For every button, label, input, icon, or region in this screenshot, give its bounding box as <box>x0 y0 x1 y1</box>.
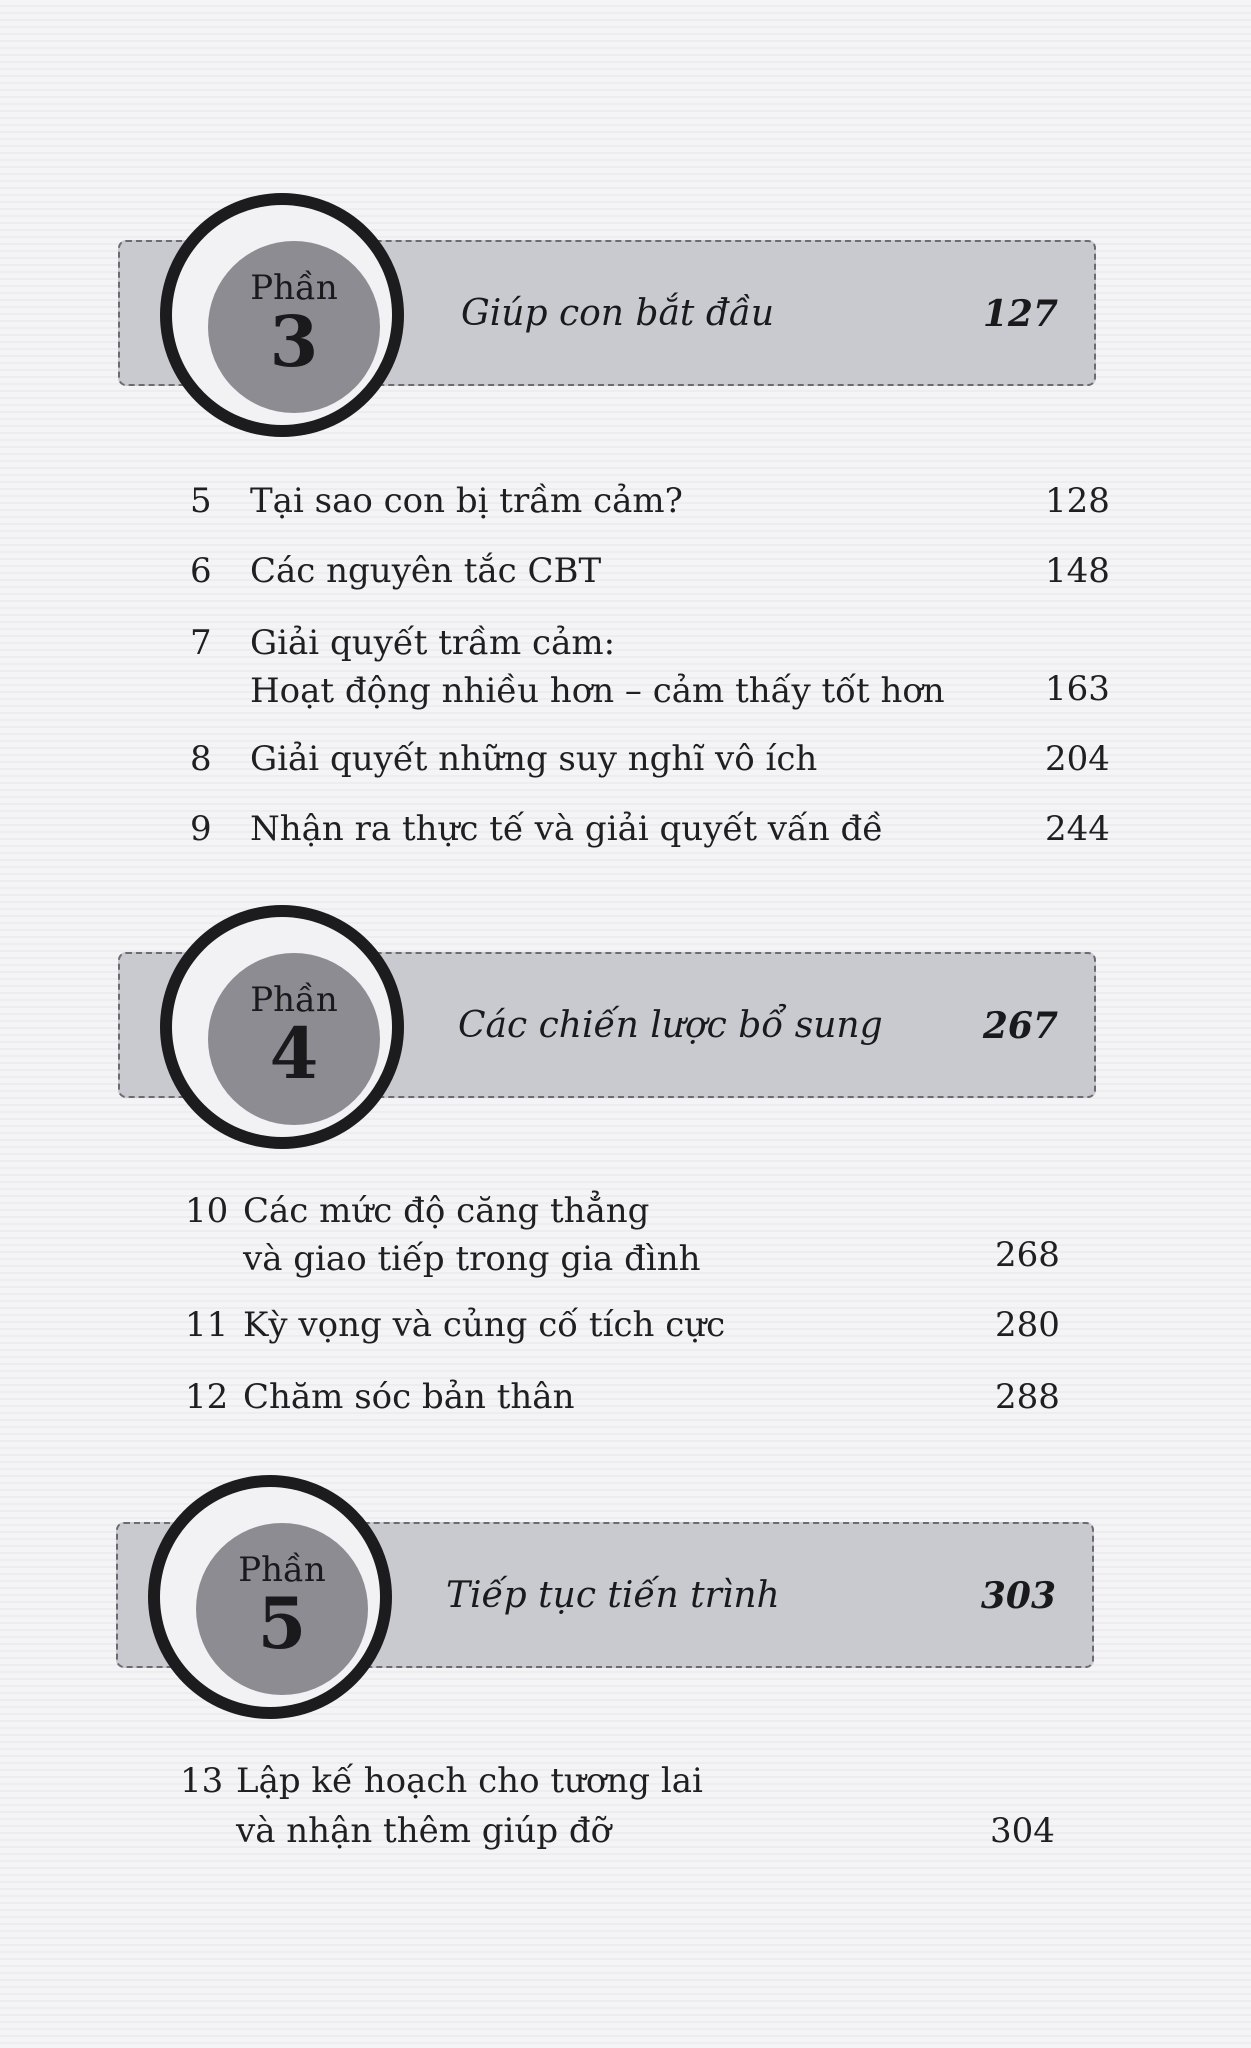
chapter-number: 10 <box>185 1191 229 1231</box>
part-page-number: 303 <box>980 1575 1056 1617</box>
chapter-title-line-1: Lập kế hoạch cho tương lai <box>236 1761 703 1801</box>
part-5-header <box>116 1465 1096 1725</box>
chapter-page: 148 <box>1045 551 1110 591</box>
chapter-title: Kỳ vọng và củng cố tích cực <box>243 1305 726 1345</box>
part-label: Phần <box>250 980 338 1020</box>
part-title: Tiếp tục tiến trình <box>446 1575 780 1616</box>
part-number: 5 <box>257 1582 307 1665</box>
part-number: 4 <box>269 1012 319 1095</box>
part-page-number: 267 <box>982 1005 1058 1047</box>
chapter-title-line-2: và nhận thêm giúp đỡ <box>236 1811 612 1851</box>
part-badge-ring <box>160 905 404 1149</box>
part-title: Giúp con bắt đầu <box>461 293 775 334</box>
chapter-number: 13 <box>180 1761 224 1801</box>
chapter-number: 11 <box>185 1305 229 1345</box>
chapter-number: 5 <box>190 481 212 521</box>
part-badge <box>196 1523 368 1695</box>
chapter-number: 8 <box>190 739 212 779</box>
part-badge-ring <box>148 1475 392 1719</box>
chapter-page: 288 <box>995 1377 1060 1417</box>
chapter-number: 6 <box>190 551 212 591</box>
part-badge <box>208 241 380 413</box>
part-label: Phần <box>250 268 338 308</box>
chapter-page: 304 <box>990 1811 1055 1851</box>
chapter-number: 12 <box>185 1377 229 1417</box>
chapter-number: 7 <box>190 623 212 663</box>
chapter-page: 163 <box>1045 669 1110 709</box>
part-page-number: 127 <box>982 293 1058 335</box>
chapter-title: Các nguyên tắc CBT <box>250 551 602 591</box>
chapter-title: Giải quyết những suy nghĩ vô ích <box>250 739 818 779</box>
part-3-header <box>118 183 1098 443</box>
chapter-number: 9 <box>190 809 212 849</box>
chapter-page: 280 <box>995 1305 1060 1345</box>
part-badge <box>208 953 380 1125</box>
part-badge-ring <box>160 193 404 437</box>
chapter-title-line-1: Giải quyết trầm cảm: <box>250 623 616 663</box>
chapter-title-line-2: và giao tiếp trong gia đình <box>243 1239 701 1279</box>
chapter-title: Nhận ra thực tế và giải quyết vấn đề <box>250 809 884 849</box>
chapter-title: Chăm sóc bản thân <box>243 1377 575 1417</box>
chapter-page: 128 <box>1045 481 1110 521</box>
part-title: Các chiến lược bổ sung <box>458 1005 883 1046</box>
chapter-page: 268 <box>995 1235 1060 1275</box>
part-4-header <box>118 895 1098 1155</box>
chapter-title-line-1: Các mức độ căng thẳng <box>243 1191 650 1231</box>
chapter-page: 204 <box>1045 739 1110 779</box>
part-number: 3 <box>269 300 319 383</box>
chapter-page: 244 <box>1045 809 1110 849</box>
chapter-title-line-2: Hoạt động nhiều hơn – cảm thấy tốt hơn <box>250 671 945 711</box>
chapter-title: Tại sao con bị trầm cảm? <box>250 481 683 521</box>
part-label: Phần <box>238 1550 326 1590</box>
